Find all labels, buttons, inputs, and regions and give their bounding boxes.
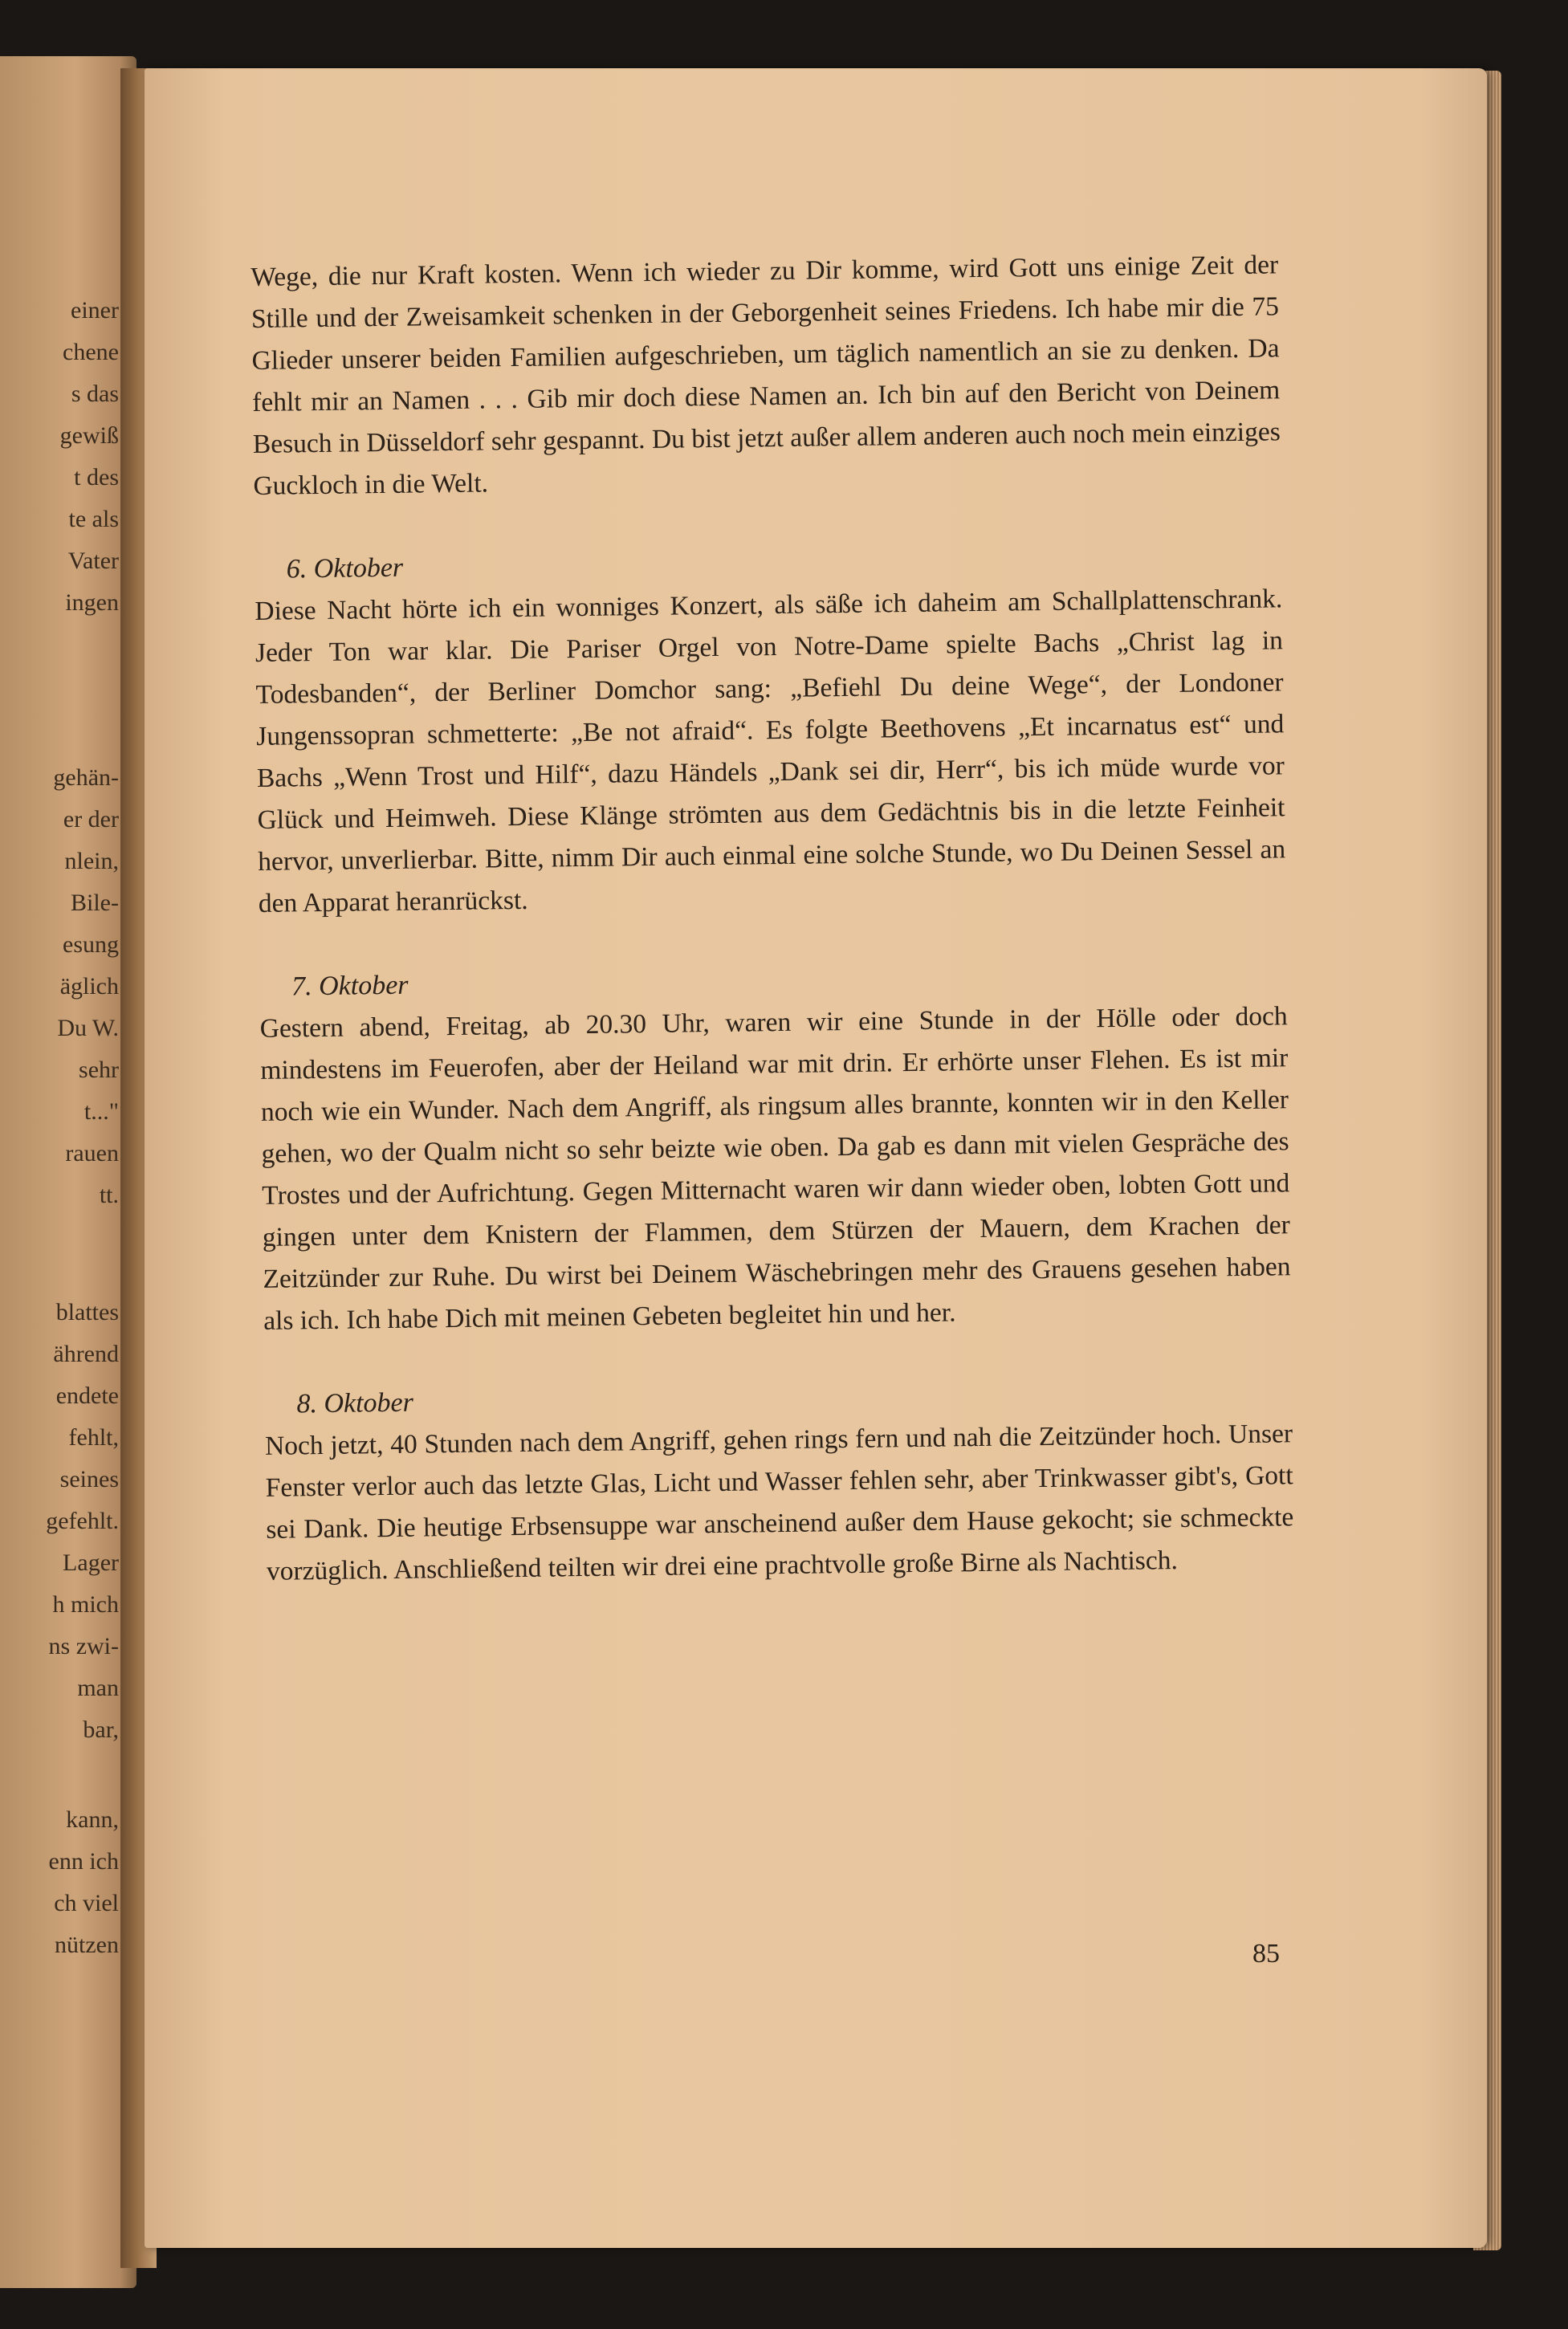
left-page-fragment: er der <box>63 806 119 833</box>
page-text <box>250 244 1294 1593</box>
right-page <box>145 68 1487 2248</box>
entry-paragraph: Diese Nacht hörte ich ein wonniges Konzert, als säße ich daheim am Schallplattenschrank. Jeder Ton war klar. Die Pariser Orgel von Notre-Dame spielte Bachs „Christ lag in Todesbanden“, der Berliner Domchor sang: „Befiehl Du deine Wege“, der Londoner Jungenssopran schmetterte: „Be not afraid“. Es folgte Beethovens „Et incarnatus est“ und Bachs „Wenn Trost und Hilf“, dazu Händels „Dank sei dir, Herr“, bis ich müde wurde vor Glück und Heimweh. Diese Klänge strömten aus dem Gedächtnis bis in die letzte Feinheit hervor, unverlierbar. Bitte, nimm Dir auch einmal eine solche Stunde, wo Du Deinen Sessel an den Apparat heranrückst. <box>255 584 1286 918</box>
entry-paragraph: Gestern abend, Freitag, ab 20.30 Uhr, waren wir eine Stunde in der Hölle oder doch mindestens im Feuerofen, aber der Heiland war mit drin. Er erhörte unser Flehen. Es ist mir noch wie ein Wunder. Nach dem Angriff, als ringsum alles brannte, konnten wir in den Keller gehen, wo der Qualm nicht so sehr beizte wie oben. Da gab es dann mit vielen Gespräche des Trostes und der Aufrichtung. Gegen Mitternacht waren wir dann wieder oben, lobten Gott und gingen unter dem Knistern der Flammen, dem Stürzen der Mauern, dem Krachen der Zeitzünder zur Ruhe. Du wirst bei Deinem Wäschebringen mehr des Grauens gesehen haben als ich. Ich habe Dich mit meinen Gebeten begleitet hin und her. <box>259 1001 1291 1336</box>
left-page-fragment: s das <box>71 381 119 407</box>
entry-paragraph: Noch jetzt, 40 Stunden nach dem Angriff, gehen rings fern und nah die Zeitzünder hoch. Unser Fenster verlor auch das letzte Glas, Licht und Wasser fehlen sehr, aber Trinkwasser gibt's, Gott sei Dank. Die heutige Erbsensuppe war anscheinend außer dem Hause gekocht; sie schmeckte vorzüglich. Anschließend teilten wir drei eine prachtvolle große Birne als Nachtisch. <box>264 1419 1294 1586</box>
left-page-fragment: rauen <box>65 1140 119 1167</box>
left-page-fragment: esung <box>63 931 119 958</box>
left-page-fragment: Bile- <box>71 890 119 916</box>
left-page-fragment: Du W. <box>57 1015 119 1041</box>
entry-date: 7. Oktober <box>291 970 409 1002</box>
left-page-fragment: gefehlt. <box>46 1508 119 1534</box>
left-page-fragment: seines <box>59 1466 119 1492</box>
entry-date: 8. Oktober <box>296 1387 414 1419</box>
left-page-fragment: tt. <box>99 1182 119 1208</box>
left-page-fragment: t des <box>74 464 119 491</box>
left-page-fragment: Vater <box>67 548 119 574</box>
left-page-fragment: kann, <box>66 1806 119 1833</box>
left-page-fragment: ingen <box>65 589 119 616</box>
left-page-fragment: enn ich <box>48 1848 119 1875</box>
left-page-fragment: äglich <box>59 973 119 1000</box>
left-page-fragment: ns zwi- <box>48 1633 119 1659</box>
left-page-fragment: fehlt, <box>68 1424 119 1451</box>
left-page-fragment: t..." <box>83 1098 119 1125</box>
entry-date: 6. Oktober <box>286 552 404 584</box>
left-page-fragment: chene <box>63 339 119 365</box>
left-page-fragment: gewiß <box>59 422 119 449</box>
left-page-fragment: Lager <box>63 1549 119 1576</box>
intro-paragraph: Wege, die nur Kraft kosten. Wenn ich wieder zu Dir komme, wird Gott uns einige Zeit der Stille und der Zweisamkeit schenken in der Geborgenheit seines Friedens. Ich habe mir die 75 Glieder unserer beiden Familien aufgeschrieben, um täglich namentlich an sie zu denken. Da fehlt mir an Namen . . . Gib mir doch diese Namen an. Ich bin auf den Bericht von Deinem Besuch in Düsseldorf sehr gespannt. Du bist jetzt außer allem anderen auch noch mein einziges Guckloch in die Welt. <box>250 250 1281 501</box>
left-page-fragment: nlein, <box>64 848 119 874</box>
page-number: 85 <box>1252 1939 1280 1969</box>
left-page-fragment: einer <box>71 297 119 324</box>
left-page-fragment: man <box>77 1675 119 1701</box>
left-page-fragment: te als <box>68 506 119 532</box>
left-page-fragment: ährend <box>53 1341 119 1367</box>
left-page <box>0 56 136 2288</box>
left-page-fragment: sehr <box>79 1057 119 1083</box>
left-page-fragment: blattes <box>55 1299 119 1325</box>
left-page-fragment: h mich <box>52 1591 119 1618</box>
left-page-fragment: nützen <box>55 1932 119 1958</box>
left-page-fragment: ch viel <box>54 1890 119 1916</box>
left-page-fragment: bar, <box>83 1716 119 1743</box>
left-page-fragment: endete <box>55 1382 119 1409</box>
left-page-fragment: gehän- <box>53 764 119 791</box>
